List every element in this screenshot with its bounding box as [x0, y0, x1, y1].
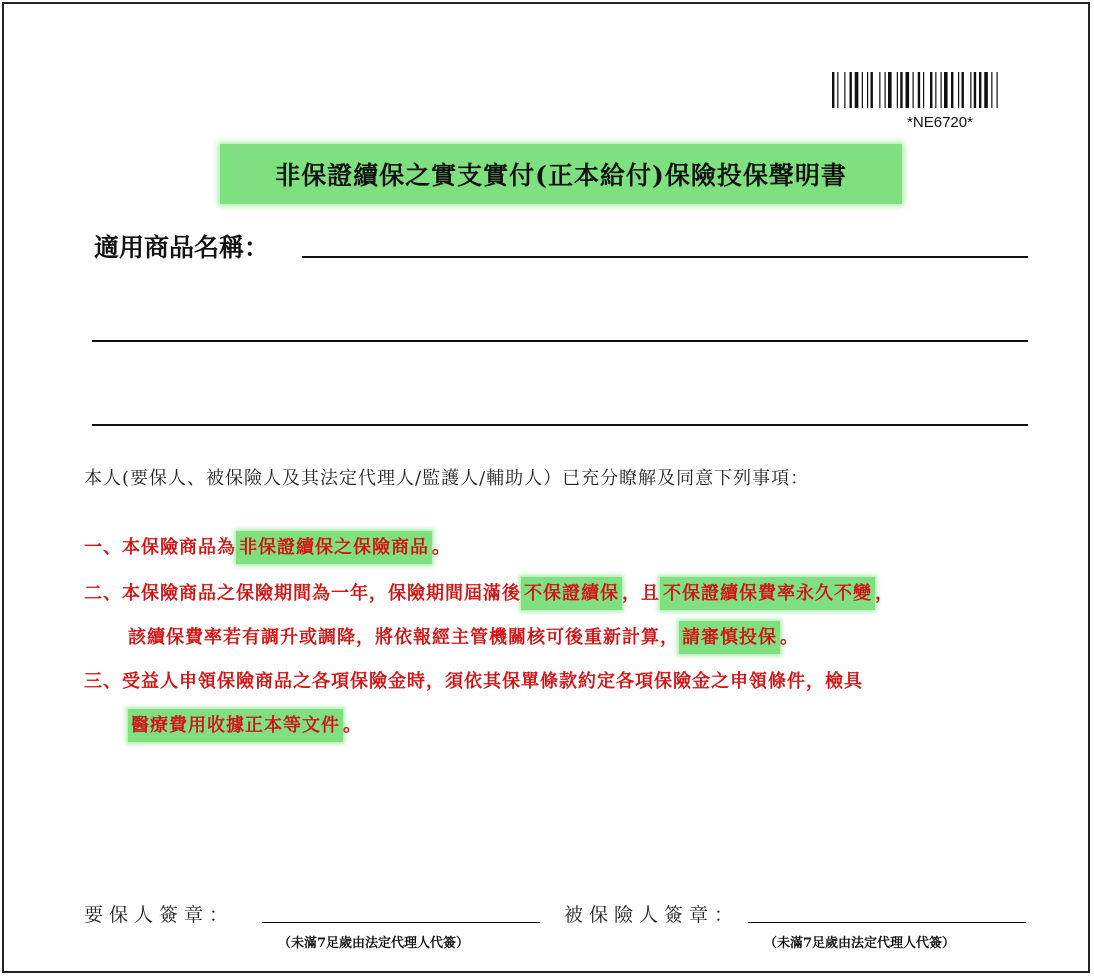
- item-2-end: ，: [875, 583, 894, 604]
- title-banner: [220, 144, 902, 204]
- applicant-signature-line[interactable]: [262, 922, 540, 923]
- item-3-end: 。: [343, 715, 362, 736]
- item-2-text-2: 該續保費率若有調升或調降，將依報經主管機關核可後重新計算，: [128, 627, 679, 648]
- item-3-text: 三、受益人申領保險商品之各項保險金時，須依其保單條款約定各項保險金之申領條件，檢具: [84, 671, 863, 692]
- item-2-line-2: [128, 623, 799, 649]
- item-2-mid: ，且: [622, 583, 660, 604]
- declaration-intro: 本人(要保人、被保險人及其法定代理人/監護人/輔助人）已充分瞭解及同意下列事項：: [84, 468, 810, 489]
- item-1-end: 。: [432, 537, 451, 558]
- insured-signature-note: （未滿7足歲由法定代理人代簽）: [764, 936, 956, 951]
- item-2-line-1: [84, 579, 894, 605]
- item-2-end-2: 。: [780, 627, 799, 648]
- item-2-highlight-2: 不保證續保費率永久不變: [660, 577, 875, 610]
- item-1-line-1: [84, 533, 451, 559]
- item-1-text: 一、本保險商品為: [84, 537, 236, 558]
- item-2-highlight-3: 請審慎投保: [679, 621, 780, 654]
- item-3-line-2: [128, 711, 362, 737]
- item-3-highlight: 醫療費用收據正本等文件: [128, 709, 343, 742]
- item-3-line-1: [84, 667, 863, 693]
- insured-signature-line[interactable]: [748, 922, 1026, 923]
- product-name-line-1: [302, 256, 1028, 258]
- document-title: 非保證續保之實支實付(正本給付)保險投保聲明書: [275, 161, 847, 190]
- product-name-line-2: [92, 340, 1028, 342]
- product-name-label: 適用商品名稱：: [94, 233, 270, 262]
- item-2-highlight-1: 不保證續保: [521, 577, 622, 610]
- insured-signature-label: 被保險人簽章：: [564, 904, 740, 926]
- item-1-highlight: 非保證續保之保險商品: [236, 531, 432, 564]
- barcode-image: [832, 72, 1042, 108]
- applicant-signature-note: （未滿7足歲由法定代理人代簽）: [278, 936, 470, 951]
- product-name-line-3: [92, 424, 1028, 426]
- barcode-code: *NE6720*: [907, 114, 973, 131]
- applicant-signature-label: 要保人簽章：: [84, 904, 235, 926]
- item-2-text: 二、本保險商品之保險期間為一年，保險期間屆滿後: [84, 583, 521, 604]
